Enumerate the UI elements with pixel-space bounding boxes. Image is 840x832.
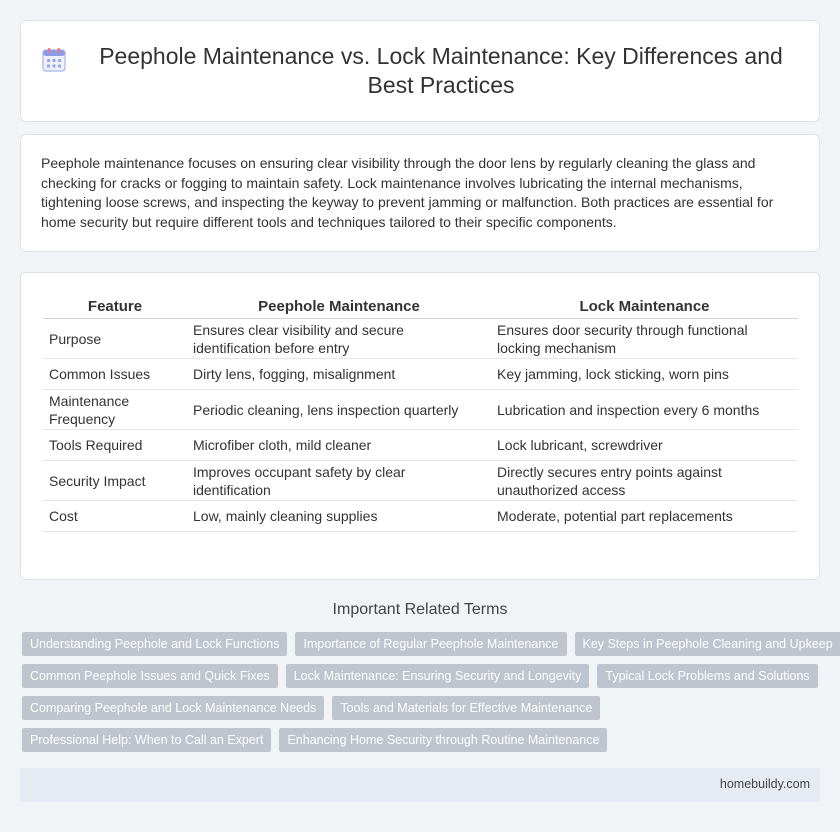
intro-card [20, 134, 820, 252]
cell-peephole: Improves occupant safety by clear identification [187, 461, 491, 501]
footer-site-link[interactable]: homebuildy.com [719, 777, 810, 791]
related-term-tag[interactable]: Typical Lock Problems and Solutions [597, 664, 817, 688]
cell-feature: Security Impact [43, 461, 187, 501]
page-title: Peephole Maintenance vs. Lock Maintenance: Key Differences and Best Practices [99, 43, 783, 98]
cell-peephole: Periodic cleaning, lens inspection quarterly [187, 390, 491, 430]
cell-lock: Lubrication and inspection every 6 months [491, 390, 798, 430]
table-row [43, 461, 798, 501]
related-term-tag[interactable]: Importance of Regular Peephole Maintenance [295, 632, 566, 656]
table-row [43, 390, 798, 430]
cell-lock: Key jamming, lock sticking, worn pins [491, 359, 798, 390]
cell-feature: Purpose [43, 319, 187, 359]
related-term-tag[interactable]: Tools and Materials for Effective Maintenance [332, 696, 600, 720]
table-row [43, 319, 798, 359]
header-peephole: Peephole Maintenance [187, 295, 491, 319]
related-terms-list [22, 632, 833, 760]
header-lock: Lock Maintenance [491, 295, 798, 319]
table-row [43, 501, 798, 532]
related-term-tag[interactable]: Understanding Peephole and Lock Functions [22, 632, 287, 656]
cell-lock: Directly secures entry points against unauthorized access [491, 461, 798, 501]
related-term-tag[interactable]: Key Steps in Peephole Cleaning and Upkeep [575, 632, 840, 656]
footer-bar [20, 768, 820, 802]
related-term-tag[interactable]: Comparing Peephole and Lock Maintenance Needs [22, 696, 324, 720]
cell-peephole: Dirty lens, fogging, misalignment [187, 359, 491, 390]
header-card [20, 20, 820, 122]
cell-peephole: Ensures clear visibility and secure identification before entry [187, 319, 491, 359]
related-terms-title: Important Related Terms [332, 601, 508, 618]
cell-peephole: Microfiber cloth, mild cleaner [187, 430, 491, 461]
table-row [43, 359, 798, 390]
header-feature: Feature [43, 295, 187, 319]
cell-feature: Maintenance Frequency [43, 390, 187, 430]
comparison-table [43, 295, 798, 532]
table-row [43, 430, 798, 461]
related-term-tag[interactable]: Enhancing Home Security through Routine Maintenance [279, 728, 607, 752]
cell-feature: Common Issues [43, 359, 187, 390]
comparison-table-card [20, 272, 820, 580]
cell-feature: Cost [43, 501, 187, 532]
cell-lock: Ensures door security through functional locking mechanism [491, 319, 798, 359]
cell-feature: Tools Required [43, 430, 187, 461]
intro-paragraph: Peephole maintenance focuses on ensuring clear visibility through the door lens by regularly cleaning the glass and checking for cracks or fogging to maintain safety. Lock maintenance involves lubricating the internal mechanisms, tightening loose screws, and inspecting the keyway to prevent jamming or malfunction. Both practices are essential for home security but require different tools and techniques tailored to their specific components. [41, 155, 774, 230]
related-term-tag[interactable]: Professional Help: When to Call an Expert [22, 728, 271, 752]
calendar-icon [41, 47, 67, 73]
table-header-row [43, 295, 798, 319]
cell-lock: Moderate, potential part replacements [491, 501, 798, 532]
cell-peephole: Low, mainly cleaning supplies [187, 501, 491, 532]
related-term-tag[interactable]: Common Peephole Issues and Quick Fixes [22, 664, 278, 688]
related-term-tag[interactable]: Lock Maintenance: Ensuring Security and Longevity [286, 664, 590, 688]
cell-lock: Lock lubricant, screwdriver [491, 430, 798, 461]
